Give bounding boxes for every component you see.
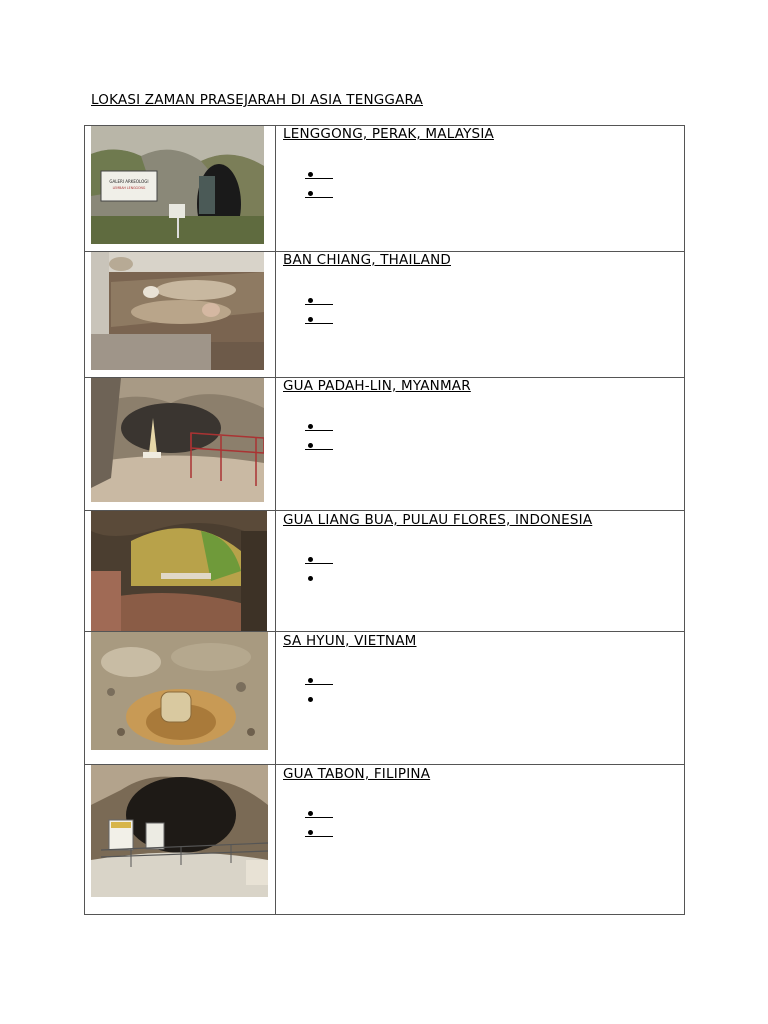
sign-subheading: LEMBAH LENGGONG [112,186,146,190]
tabon-cave-photo [91,765,268,897]
photo-cell [85,126,276,251]
bullet-icon [308,697,313,702]
blank-line [305,817,333,818]
blank-line [305,836,333,837]
site-cell [283,126,684,251]
bullet-icon [308,678,313,683]
table-row [85,251,684,377]
bullet-item[interactable] [305,187,335,206]
site-name: LENGGONG, PERAK, MALAYSIA [283,126,494,142]
table-row [85,510,684,631]
bullet-icon [308,424,313,429]
sign-heading: GALERI ARKEOLOGI [109,179,149,184]
bullet-icon [308,811,313,816]
bullet-icon [308,557,313,562]
bullet-list [305,674,335,712]
sa-huynh-site-photo [91,632,268,750]
table-row [85,764,684,914]
blank-line [305,563,333,564]
sites-table [84,125,685,915]
site-name: SA HYUN, VIETNAM [283,633,417,649]
bullet-list [305,807,335,845]
bullet-icon [308,830,313,835]
bullet-item[interactable] [305,674,335,693]
site-name: BAN CHIANG, THAILAND [283,252,451,268]
blank-line [305,178,333,179]
blank-line [305,323,333,324]
bullet-icon [308,172,313,177]
site-name: GUA LIANG BUA, PULAU FLORES, INDONESIA [283,512,593,528]
photo-cell [85,632,276,764]
blank-line [305,684,333,685]
table-row [85,631,684,764]
bullet-item[interactable] [305,693,335,712]
bullet-list [305,420,335,458]
site-cell [283,511,684,631]
blank-line [305,197,333,198]
document-title: LOKASI ZAMAN PRASEJARAH DI ASIA TENGGARA [91,92,423,108]
site-name: GUA TABON, FILIPINA [283,766,431,782]
bullet-item[interactable] [305,826,335,845]
site-cell [283,252,684,377]
photo-cell [85,378,276,510]
bullet-item[interactable] [305,313,335,332]
bullet-icon [308,298,313,303]
photo-cell [85,511,276,631]
photo-cell [85,765,276,914]
bullet-item[interactable] [305,294,335,313]
table-row [85,377,684,510]
table-row [85,126,684,251]
bullet-item[interactable] [305,807,335,826]
bullet-icon [308,576,313,581]
padah-lin-cave-photo [91,378,264,502]
bullet-icon [308,317,313,322]
lenggong-cave-photo [91,126,264,244]
blank-line [305,449,333,450]
site-cell [283,765,684,914]
bullet-item[interactable] [305,572,335,591]
bullet-item[interactable] [305,420,335,439]
bullet-list [305,553,335,591]
bullet-icon [308,191,313,196]
blank-line [305,304,333,305]
bullet-item[interactable] [305,168,335,187]
bullet-list [305,294,335,332]
bullet-list [305,168,335,206]
bullet-item[interactable] [305,553,335,572]
site-cell [283,378,684,510]
photo-cell [85,252,276,377]
site-cell [283,632,684,764]
blank-line [305,430,333,431]
ban-chiang-excavation-photo [91,252,264,370]
bullet-icon [308,443,313,448]
site-name: GUA PADAH-LIN, MYANMAR [283,378,471,394]
liang-bua-cave-photo [91,511,267,631]
bullet-item[interactable] [305,439,335,458]
